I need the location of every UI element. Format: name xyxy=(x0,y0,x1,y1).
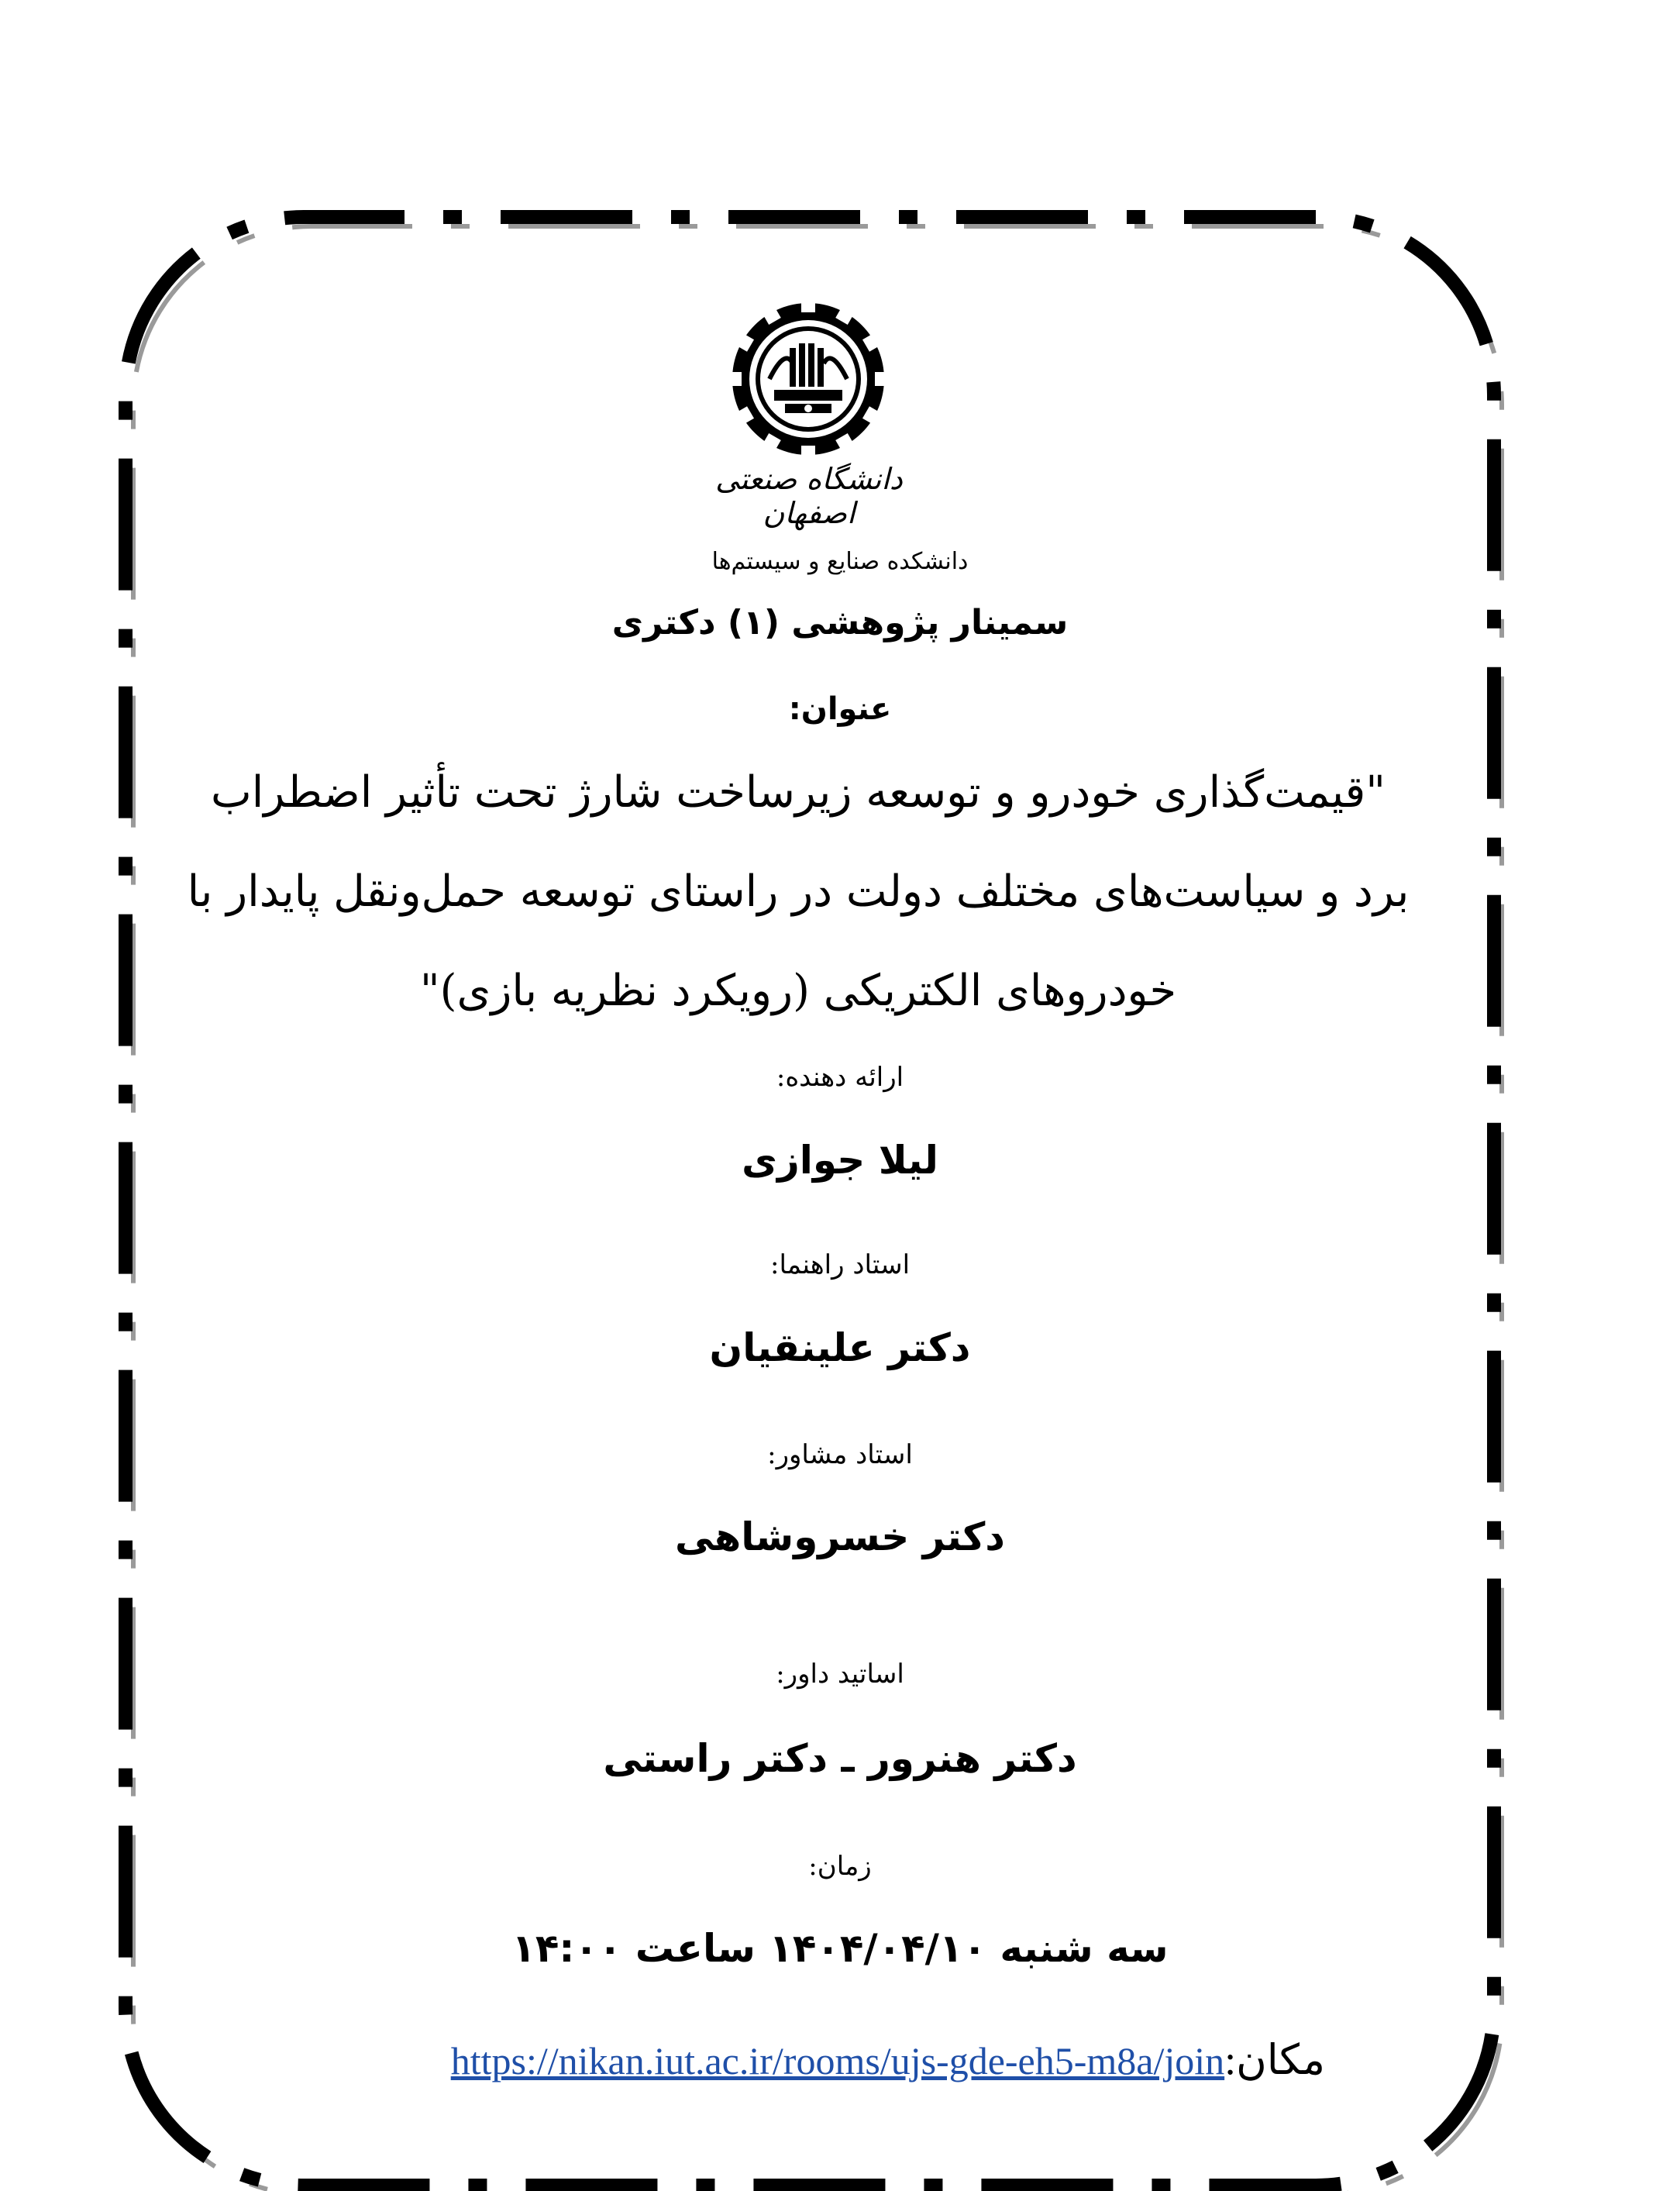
time-value: سه شنبه ۱۴۰۴/۰۴/۱۰ ساعت ۱۴:۰۰ xyxy=(511,1926,1169,1971)
time-label: زمان: xyxy=(808,1851,872,1882)
place-label: مکان: xyxy=(1224,2037,1325,2083)
referees-names: دکتر هنرور ـ دکتر راستی xyxy=(603,1736,1077,1781)
seminar-heading: سمینار پژوهشی (۱) دکتری xyxy=(611,603,1069,642)
presenter-name: لیلا جوازی xyxy=(742,1138,938,1183)
title-line-1: "قیمت‌گذاری خودرو و توسعه زیرساخت شارژ تحت تأثیر اضطراب xyxy=(211,767,1386,818)
logo-caption: دانشگاه صنعتی اصفهان xyxy=(715,462,903,530)
presenter-label: ارائه دهنده: xyxy=(776,1062,904,1093)
title-line-3: خودروهای الکتریکی (رویکرد نظریه بازی)" xyxy=(419,966,1177,1016)
advisor-label: استاد مشاور: xyxy=(767,1439,913,1470)
title-line-2: برد و سیاست‌های مختلف دولت در راستای توسعه حمل‌ونقل پایدار با xyxy=(187,866,1410,917)
meeting-link[interactable]: https://nikan.iut.ac.ir/rooms/ujs-gde-eh5-m8a/join xyxy=(450,2039,1225,2082)
university-logo-icon xyxy=(727,298,890,460)
supervisor-name: دکتر علینقیان xyxy=(709,1325,971,1370)
faculty-name: دانشکده صنایع و سیستم‌ها xyxy=(711,548,969,575)
supervisor-label: استاد راهنما: xyxy=(769,1249,911,1280)
referees-label: اساتید داور: xyxy=(776,1659,904,1690)
advisor-name: دکتر خسروشاهی xyxy=(675,1514,1005,1559)
title-label: عنوان: xyxy=(788,691,892,727)
place-line xyxy=(310,2035,1325,2084)
